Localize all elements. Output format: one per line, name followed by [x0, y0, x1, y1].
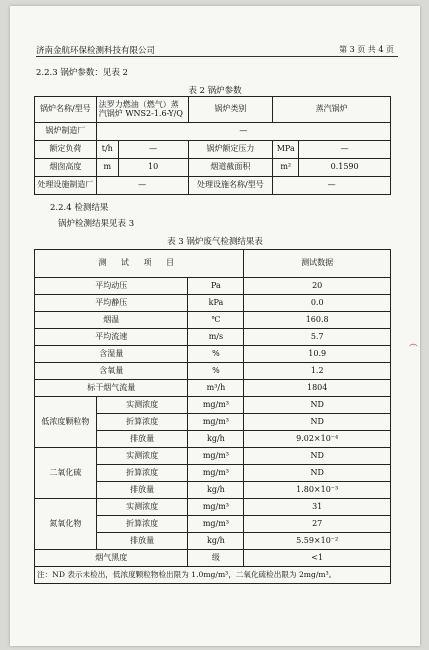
table-cell: 处理设施名称/型号	[188, 177, 273, 195]
header-data: 测试数据	[244, 250, 391, 278]
table-row	[35, 363, 391, 380]
emission-results-table	[34, 249, 391, 584]
table-cell: 烟囱高度	[35, 159, 97, 177]
table-cell: 平均动压	[35, 278, 188, 295]
table-cell: 实测浓度	[96, 499, 188, 516]
table-cell: 标干烟气流量	[35, 380, 188, 397]
table-row	[35, 550, 391, 567]
table-row	[35, 97, 391, 123]
table-cell: 0.0	[244, 295, 391, 312]
table-cell: %	[188, 346, 244, 363]
table-cell: 处理设施制造厂	[35, 177, 97, 195]
group-label: 低浓度颗粒物	[35, 397, 97, 448]
table-cell: 蒸汽锅炉	[273, 97, 391, 123]
table-cell: ND	[244, 397, 391, 414]
table-cell: 平均静压	[35, 295, 188, 312]
table-cell: —	[299, 141, 391, 159]
table2-caption: 表 2 锅炉参数	[188, 86, 242, 96]
table-cell: 1.2	[244, 363, 391, 380]
table-cell: 锅炉名称/型号	[35, 97, 97, 123]
table-cell: mg/m³	[188, 516, 244, 533]
table-row	[35, 295, 391, 312]
table-cell: 烟气黑度	[35, 550, 188, 567]
table-cell: 1804	[244, 380, 391, 397]
table-cell: <1	[244, 550, 391, 567]
header-rule	[36, 56, 398, 57]
table-cell: 烟温	[35, 312, 188, 329]
table-cell: %	[188, 363, 244, 380]
table-cell: 折算浓度	[96, 465, 188, 482]
edge-mark: （	[406, 337, 417, 348]
table-cell: 烟道截面积	[188, 159, 273, 177]
table-cell: 10	[118, 159, 188, 177]
table-cell: kPa	[188, 295, 244, 312]
table-cell: mg/m³	[188, 414, 244, 431]
table-row	[35, 159, 391, 177]
table-cell: 160.8	[244, 312, 391, 329]
table-row	[35, 312, 391, 329]
table-cell: 20	[244, 278, 391, 295]
table-row	[35, 123, 391, 141]
table-cell: 实测浓度	[96, 397, 188, 414]
table-cell: —	[96, 123, 390, 141]
table-cell: Pa	[188, 278, 244, 295]
table-cell: 排放量	[96, 482, 188, 499]
table-cell: ND	[244, 465, 391, 482]
table-cell: 级	[188, 550, 244, 567]
table-cell: kg/h	[188, 482, 244, 499]
boiler-params-table	[34, 96, 391, 195]
table-cell: m/s	[188, 329, 244, 346]
table-cell: 含湿量	[35, 346, 188, 363]
table-cell: 5.59×10⁻²	[244, 533, 391, 550]
group-label: 二氧化硫	[35, 448, 97, 499]
table-header-row	[35, 250, 391, 278]
header-item: 测 试 项 目	[35, 250, 244, 278]
table-cell: —	[96, 177, 188, 195]
results-intro: 锅炉检测结果见表 3	[58, 219, 135, 229]
table-cell: 折算浓度	[96, 414, 188, 431]
table-cell: mg/m³	[188, 397, 244, 414]
table-row	[35, 329, 391, 346]
table-cell: —	[273, 177, 391, 195]
header-company: 济南金航环保检测科技有限公司	[36, 46, 156, 56]
table-cell: 平均流速	[35, 329, 188, 346]
table-row	[35, 278, 391, 295]
table-cell: 1.80×10⁻³	[244, 482, 391, 499]
table-cell: 含氧量	[35, 363, 188, 380]
table-cell: 锅炉类别	[188, 97, 273, 123]
table-note: 注：ND 表示未检出，低浓度颗粒物检出限为 1.0mg/m³，二氧化硫检出限为 2mg/m³。	[35, 567, 391, 584]
table-row	[35, 380, 391, 397]
table-cell: m	[96, 159, 118, 177]
table-cell: 9.02×10⁻⁴	[244, 431, 391, 448]
section-boiler-params: 2.2.3 锅炉参数：见表 2	[36, 68, 128, 78]
table-cell: 排放量	[96, 431, 188, 448]
table-cell: 锅炉制造厂	[35, 123, 97, 141]
table-cell: m²	[273, 159, 299, 177]
table-row	[35, 141, 391, 159]
table-cell: —	[118, 141, 188, 159]
table-cell: 5.7	[244, 329, 391, 346]
table-cell: m³/h	[188, 380, 244, 397]
table-cell: kg/h	[188, 533, 244, 550]
table-cell: 法罗力燃油（燃气）蒸汽锅炉 WNS2-1.6-Y/Q	[96, 97, 188, 123]
group-label: 氮氧化物	[35, 499, 97, 550]
table-cell: 锅炉额定压力	[188, 141, 273, 159]
table-row	[35, 448, 391, 465]
table-cell: ND	[244, 414, 391, 431]
table-cell: ND	[244, 448, 391, 465]
table-row	[35, 567, 391, 584]
table-cell: MPa	[273, 141, 299, 159]
header-page-number: 第 3 页 共 4 页	[339, 45, 394, 54]
table-cell: 31	[244, 499, 391, 516]
table-cell: 排放量	[96, 533, 188, 550]
table-cell: 0.1590	[299, 159, 391, 177]
document-page	[10, 6, 420, 646]
table-cell: t/h	[96, 141, 118, 159]
table-cell: ℃	[188, 312, 244, 329]
table-cell: mg/m³	[188, 448, 244, 465]
table-cell: 实测浓度	[96, 448, 188, 465]
table-cell: 折算浓度	[96, 516, 188, 533]
table3-caption: 表 3 锅炉废气检测结果表	[167, 237, 263, 247]
table-cell: mg/m³	[188, 499, 244, 516]
table-cell: 10.9	[244, 346, 391, 363]
table-row	[35, 499, 391, 516]
table-cell: kg/h	[188, 431, 244, 448]
table-cell: mg/m³	[188, 465, 244, 482]
section-results: 2.2.4 检测结果	[50, 203, 109, 213]
table-row	[35, 346, 391, 363]
table-cell: 额定负荷	[35, 141, 97, 159]
table-row	[35, 397, 391, 414]
table-cell: 27	[244, 516, 391, 533]
table-row	[35, 177, 391, 195]
